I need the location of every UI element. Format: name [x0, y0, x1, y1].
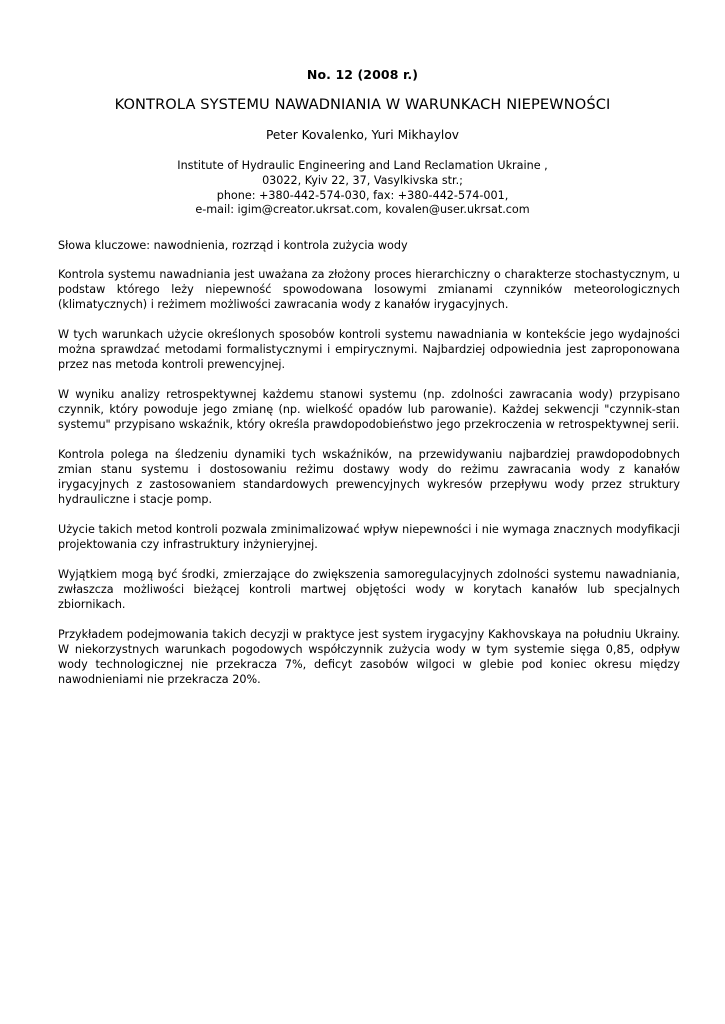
- issue-number: No. 12 (2008 r.): [306, 67, 419, 82]
- affiliation-block: [0, 159, 725, 218]
- body-paragraph: Wyjątkiem mogą być środki, zmierzające do zwiększenia samoregulacyjnych zdolności systemu nawadniania, zwłaszcza możliwości bieżącej kontroli martwej objętości wody w korytach kanałów lub specjalnych zbiornikach.: [58, 568, 680, 611]
- affiliation-phone: phone: +380-442-574-030, fax: +380-442-574-001,: [216, 188, 509, 202]
- body-paragraph: W tych warunkach użycie określonych sposobów kontroli systemu nawadniania w kontekście jego wydajności można sprawdzać metodami formalistycznymi i empirycznymi. Najbardziej odpowiednia jest zaproponowana przez nas metoda kontroli prewencyjnej.: [58, 328, 680, 371]
- body-paragraph: Użycie takich metod kontroli pozwala zminimalizować wpływ niepewności i nie wymaga znacznych modyfikacji projektowania czy infrastruktury inżynieryjnej.: [58, 523, 680, 551]
- affiliation-address: 03022, Kyiv 22, 37, Vasylkivska str.;: [262, 173, 463, 187]
- body-paragraph: Przykładem podejmowania takich decyzji w praktyce jest system irygacyjny Kakhovskaya na południu Ukrainy. W niekorzystnych warunkach pogodowych współczynnik zużycia wody w tym systemie sięga 0,85, odpływ wody technologicznej nie przekracza 7%, deficyt zasobów wilgoci w glebie pod koniec okresu między nawodnieniami nie przekracza 20%.: [58, 628, 680, 686]
- body-paragraph: Kontrola systemu nawadniania jest uważana za złożony proces hierarchiczny o charakterze stochastycznym, u podstaw którego leży niepewność spowodowana losowymi zmianami czynników meteorologicznych (klimatycznych) i reżimem możliwości zawracania wody z kanałów irygacyjnych.: [58, 268, 680, 311]
- keywords-line: Słowa kluczowe: nawodnienia, rozrząd i kontrola zużycia wody: [58, 239, 408, 252]
- affiliation-email: e-mail: igim@creator.ukrsat.com, kovalen@user.ukrsat.com: [195, 203, 530, 217]
- affiliation-institute: Institute of Hydraulic Engineering and Land Reclamation Ukraine ,: [177, 159, 548, 172]
- article-body: [58, 238, 680, 702]
- article-authors: Peter Kovalenko, Yuri Mikhaylov: [266, 128, 459, 142]
- body-paragraph: Kontrola polega na śledzeniu dynamiki tych wskaźników, na przewidywaniu najbardziej prawdopodobnych zmian stanu systemu i dostosowaniu reżimu dostawy wody do reżimu zawracania wody z kanałów irygacyjnych z zastosowaniem standardowych prewencyjnych wykresów przepływu wody przez struktury hydrauliczne i stacje pomp.: [58, 448, 680, 506]
- article-title: KONTROLA SYSTEMU NAWADNIANIA W WARUNKACH NIEPEWNOŚCI: [114, 96, 611, 113]
- body-paragraph: W wyniku analizy retrospektywnej każdemu stanowi systemu (np. zdolności zawracania wody) przypisano czynnik, który powoduje jego zmianę (np. wielkość opadów lub parowanie). Każdej sekwencji "czynnik-stan systemu" przypisano wskaźnik, który określa prawdopodobieństwo jego przekroczenia w retrospektywnej serii.: [58, 388, 680, 431]
